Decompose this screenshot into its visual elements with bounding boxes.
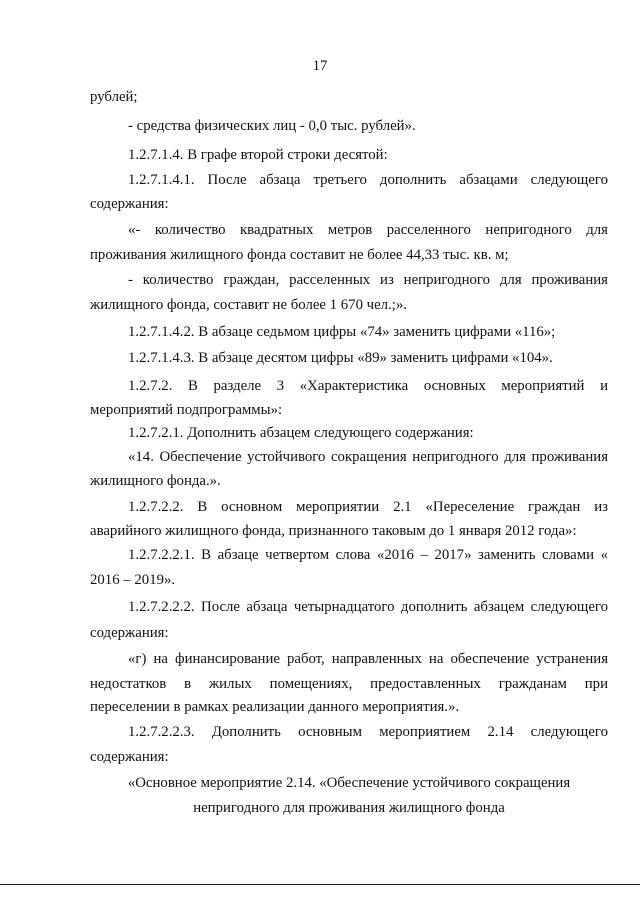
text-line: аварийного жилищного фонда, признанного таковым до 1 января 2012 года»: — [90, 523, 577, 539]
text-line: 2016 – 2019». — [90, 572, 176, 588]
text-line: 1.2.7.2.2.1. В абзаце четвертом слова «2016 – 2017» заменить словами « — [128, 547, 608, 563]
text-line: «г) на финансирование работ, направленных на обеспечение устранения — [128, 651, 608, 667]
text-line: 1.2.7.1.4.3. В абзаце десятом цифры «89» заменить цифрами «104». — [128, 350, 553, 366]
heading-line: непригодного для проживания жилищного фонда — [193, 800, 505, 816]
text-line: проживания жилищного фонда составит не более 44,33 тыс. кв. м; — [90, 247, 509, 263]
text-line: 1.2.7.2.1. Дополнить абзацем следующего содержания: — [128, 425, 474, 441]
text-line: - средства физических лиц - 0,0 тыс. рублей». — [128, 118, 416, 134]
text-line: 1.2.7.2.2.2. После абзаца четырнадцатого дополнить абзацем следующего — [128, 599, 608, 615]
text-line: 1.2.7.2. В разделе 3 «Характеристика основных мероприятий и — [128, 378, 608, 394]
text-line: мероприятий подпрограммы»: — [90, 402, 283, 418]
text-line: переселении в рамках реализации данного мероприятия.». — [90, 699, 460, 715]
page-bottom-rule — [0, 884, 640, 885]
text-line: содержания: — [90, 196, 169, 212]
text-line: жилищного фонда.». — [90, 473, 221, 489]
text-line: недостатков в жилых помещениях, предоставленных гражданам при — [90, 676, 608, 692]
text-line: «- количество квадратных метров расселенного непригодного для — [128, 222, 608, 238]
text-line: 1.2.7.2.2. В основном мероприятии 2.1 «Переселение граждан из — [128, 499, 608, 515]
text-line: содержания: — [90, 749, 169, 765]
text-line: - количество граждан, расселенных из непригодного для проживания — [128, 272, 608, 288]
text-line: 1.2.7.2.2.3. Дополнить основным мероприятием 2.14 следующего — [128, 724, 608, 740]
text-line: 1.2.7.1.4. В графе второй строки десятой: — [128, 147, 388, 163]
text-line: жилищного фонда, составит не более 1 670 чел.;». — [90, 297, 407, 313]
text-line: «14. Обеспечение устойчивого сокращения непригодного для проживания — [128, 449, 608, 465]
text-line: содержания: — [90, 625, 169, 641]
text-line: 1.2.7.1.4.1. После абзаца третьего дополнить абзацами следующего — [128, 172, 608, 188]
heading-line: «Основное мероприятие 2.14. «Обеспечение устойчивого сокращения — [127, 775, 571, 791]
text-line: 1.2.7.1.4.2. В абзаце седьмом цифры «74» заменить цифрами «116»; — [128, 324, 556, 340]
page-number: 17 — [312, 58, 328, 74]
text-line: рублей; — [90, 89, 138, 105]
